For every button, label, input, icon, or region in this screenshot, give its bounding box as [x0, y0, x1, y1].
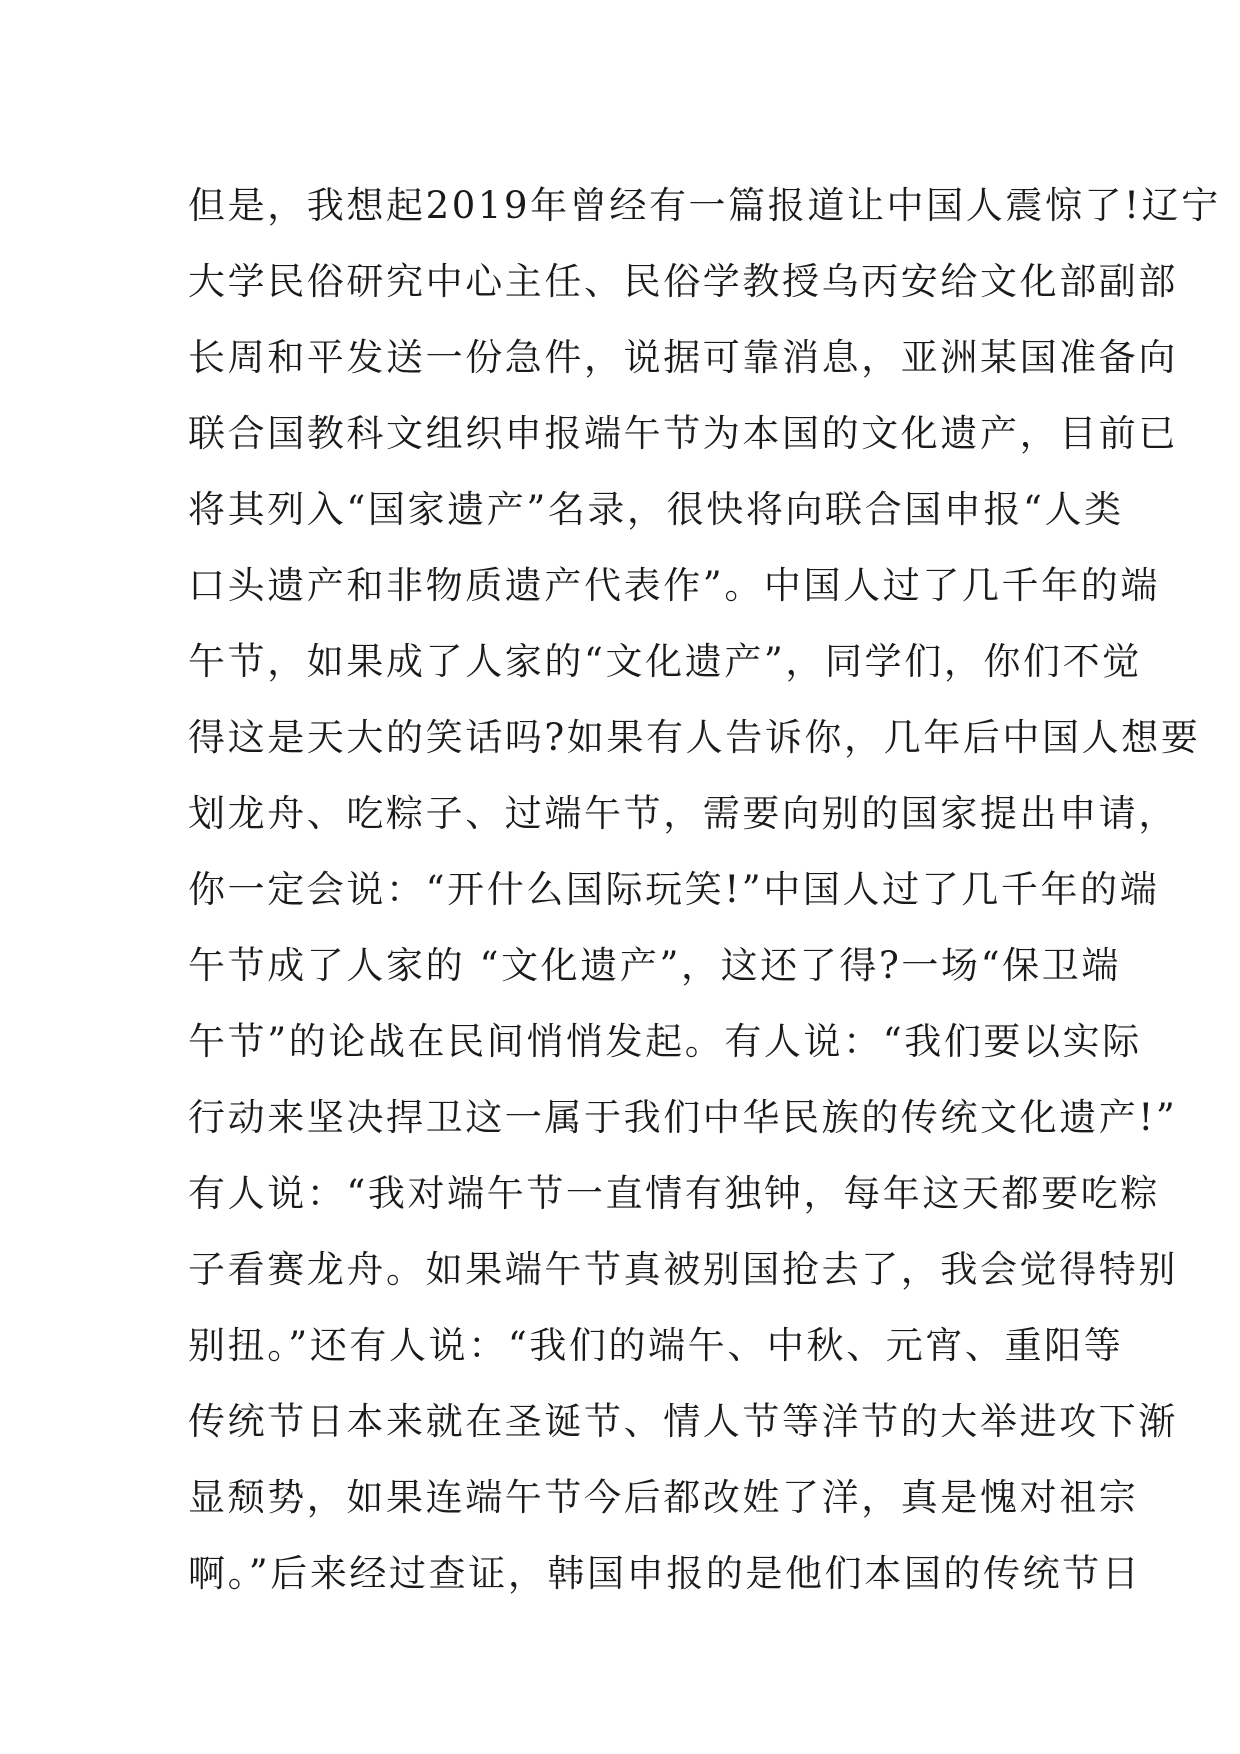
text-line: 大学民俗研究中心主任、民俗学教授乌丙安给文化部副部: [188, 260, 1178, 303]
text-line: 你一定会说：“开什么国际玩笑!”中国人过了几千年的端: [188, 868, 1160, 911]
text-line: 啊。”后来经过查证，韩国申报的是他们本国的传统节日: [188, 1552, 1142, 1595]
text-line: 得这是天大的笑话吗?如果有人告诉你，几年后中国人想要: [188, 716, 1201, 759]
text-line: 划龙舟、吃粽子、过端午节，需要向别的国家提出申请，: [188, 792, 1178, 835]
text-line: 将其列入“国家遗产”名录，很快将向联合国申报“人类: [188, 488, 1124, 531]
text-line: 但是，我想起2019年曾经有一篇报道让中国人震惊了!辽宁: [188, 184, 1221, 227]
text-line: 有人说：“我对端午节一直情有独钟，每年这天都要吃粽: [188, 1172, 1160, 1215]
text-line: 行动来坚决捍卫这一属于我们中华民族的传统文化遗产!”: [188, 1096, 1178, 1139]
text-line: 子看赛龙舟。如果端午节真被别国抢去了，我会觉得特别: [188, 1248, 1178, 1291]
text-line: 显颓势，如果连端午节今后都改姓了洋，真是愧对祖宗: [188, 1476, 1139, 1519]
text-line: 联合国教科文组织申报端午节为本国的文化遗产，目前已: [188, 412, 1178, 455]
text-line: 口头遗产和非物质遗产代表作”。中国人过了几千年的端: [188, 564, 1160, 607]
text-line: 午节，如果成了人家的“文化遗产”，同学们，你们不觉: [188, 640, 1142, 683]
text-line: 午节”的论战在民间悄悄发起。有人说：“我们要以实际: [188, 1020, 1142, 1063]
text-line: 传统节日本来就在圣诞节、情人节等洋节的大举进攻下渐: [188, 1400, 1178, 1443]
text-line: 长周和平发送一份急件，说据可靠消息，亚洲某国准备向: [188, 336, 1178, 379]
text-line: 别扭。”还有人说：“我们的端午、中秋、元宵、重阳等: [188, 1324, 1124, 1367]
text-line: 午节成了人家的 “文化遗产”，这还了得?一场“保卫端: [188, 944, 1121, 987]
body-paragraph: [188, 168, 1221, 1612]
